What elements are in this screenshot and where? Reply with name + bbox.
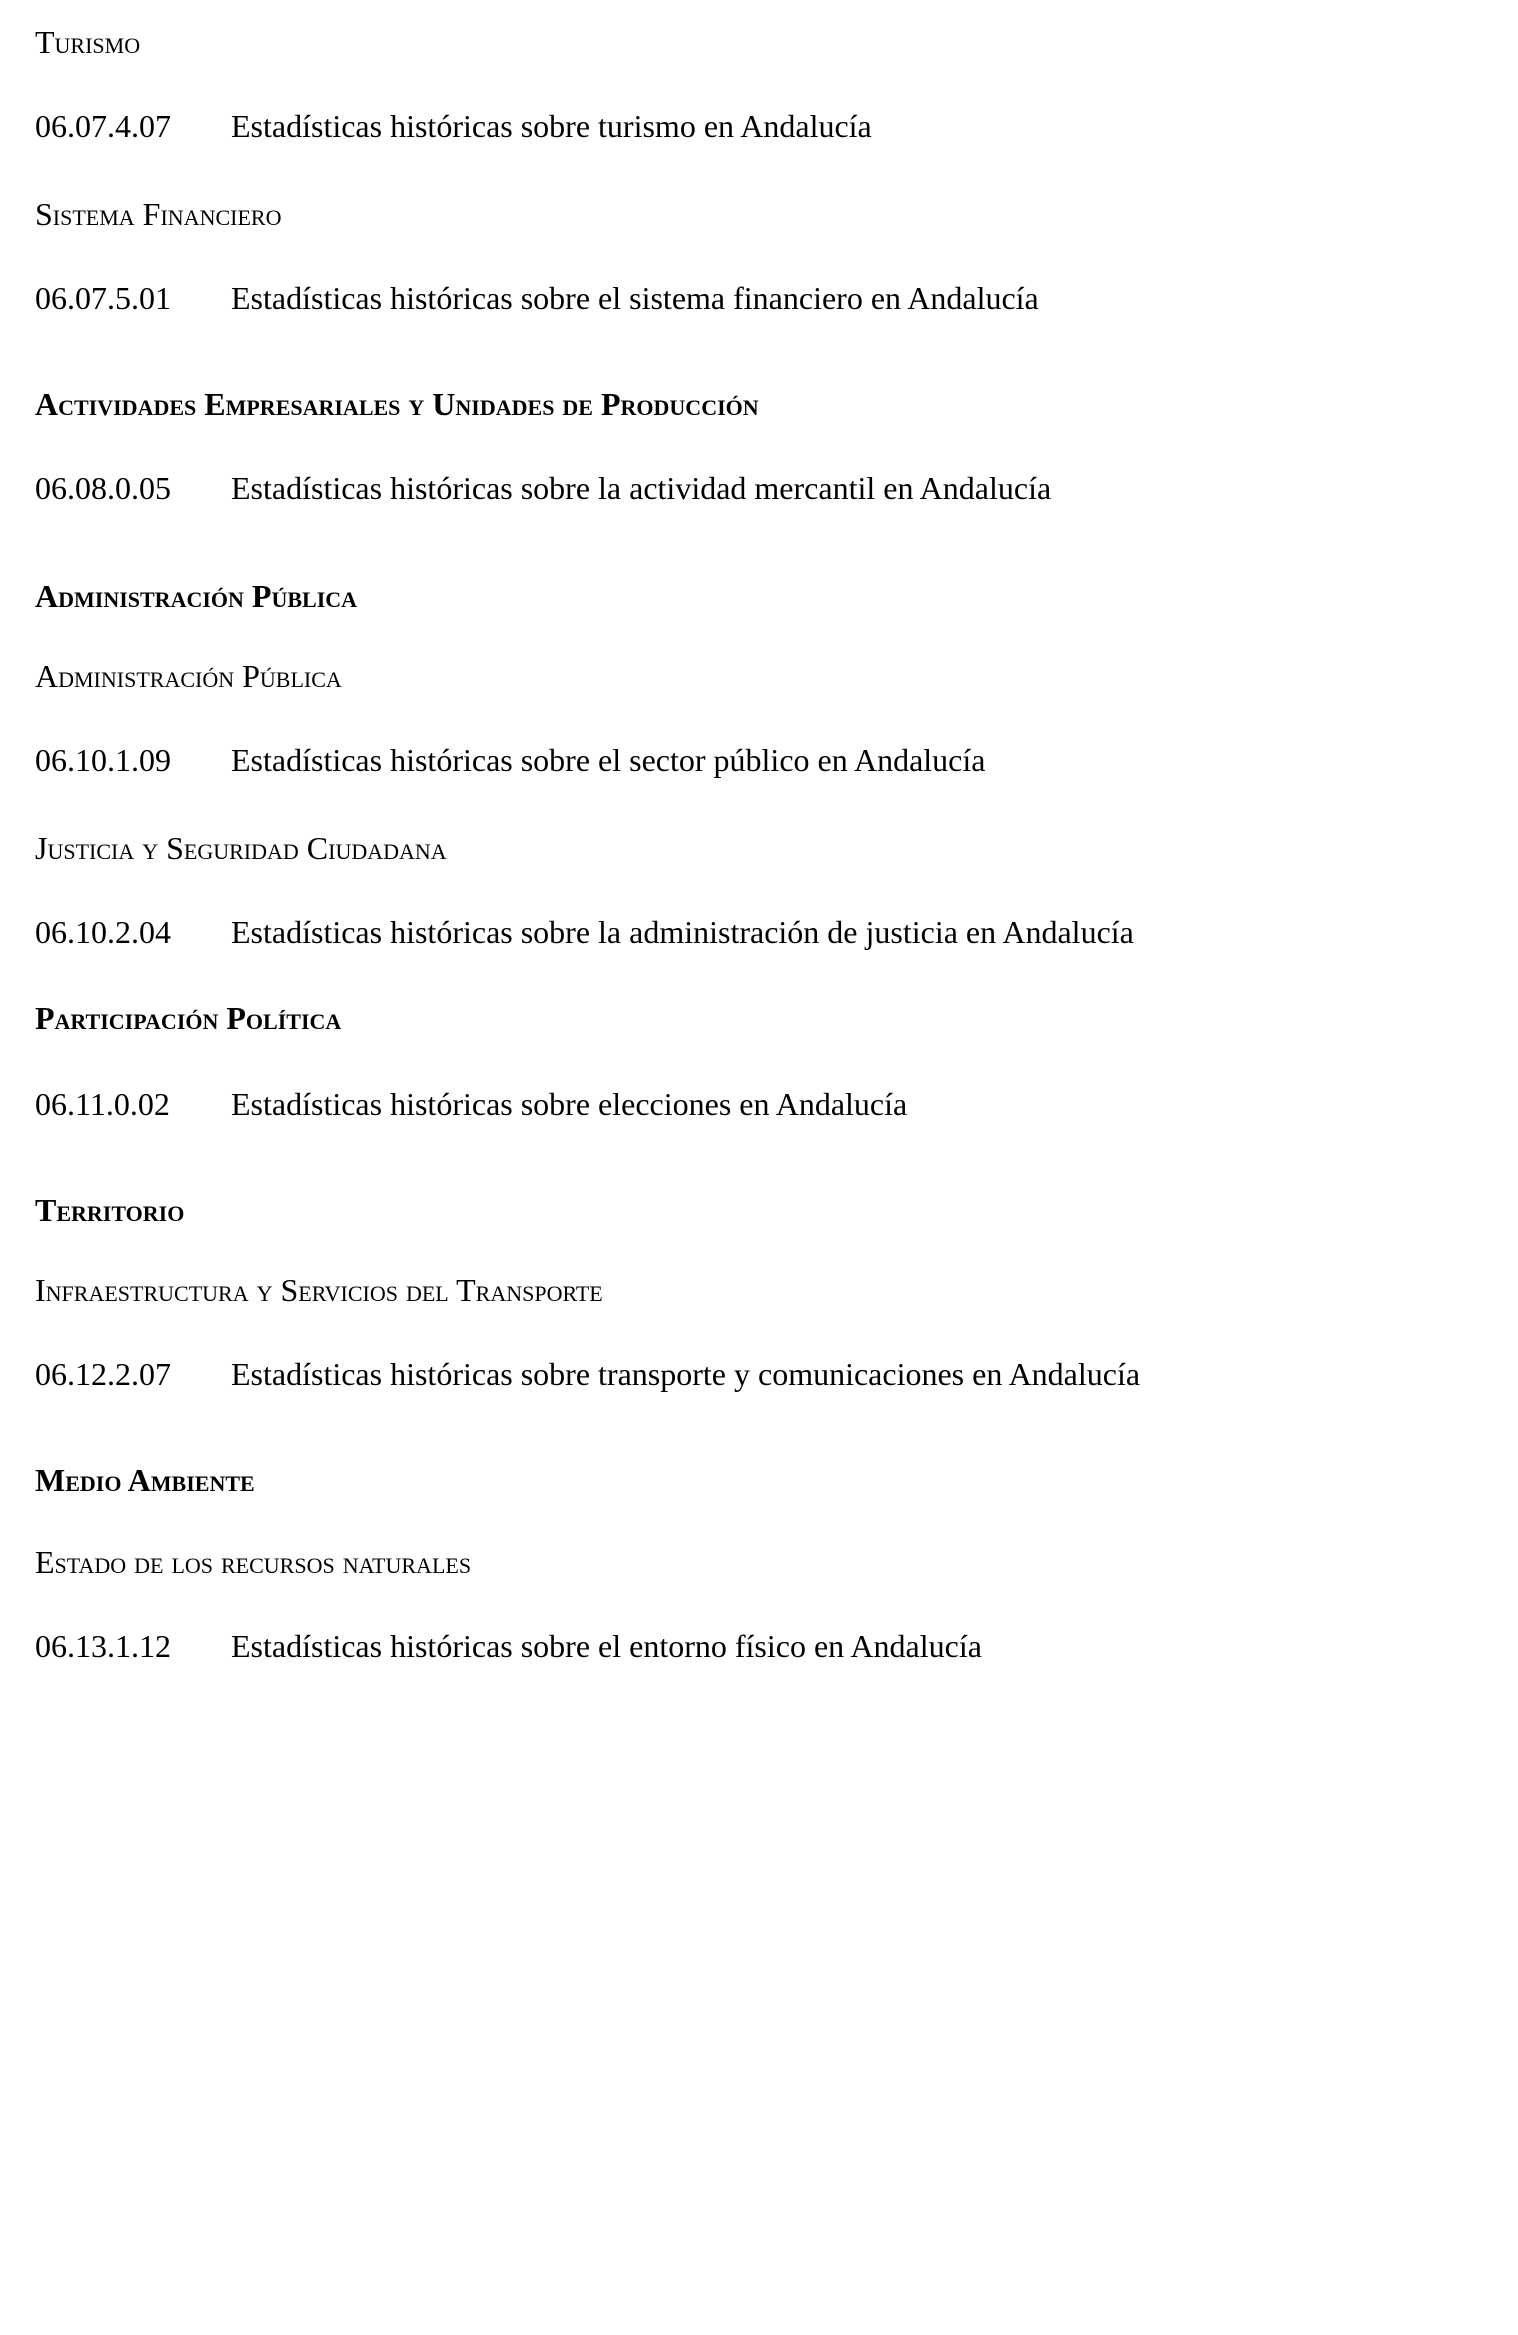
list-item (35, 1628, 982, 1665)
list-item (35, 1086, 907, 1123)
section-heading-territorio: Territorio (35, 1192, 185, 1228)
section-heading-medio-ambiente: Medio Ambiente (35, 1462, 255, 1498)
list-item (35, 742, 985, 779)
entry-title: Estadísticas históricas sobre turismo en Andalucía (231, 108, 872, 144)
entry-code: 06.12.2.07 (35, 1356, 171, 1392)
entry-code: 06.10.2.04 (35, 914, 171, 950)
subsection-heading-turismo: Turismo (35, 24, 141, 60)
section-heading-participacion-politica: Participación Política (35, 1000, 342, 1036)
entry-code: 06.13.1.12 (35, 1628, 171, 1664)
list-item (35, 914, 1134, 951)
entry-code: 06.08.0.05 (35, 470, 171, 506)
entry-title: Estadísticas históricas sobre el sector público en Andalucía (231, 742, 986, 778)
entry-title: Estadísticas históricas sobre la administración de justicia en Andalucía (231, 914, 1134, 950)
section-heading-administracion-publica: Administración Pública (35, 578, 358, 614)
list-item (35, 470, 1051, 507)
subsection-heading-justicia: Justicia y Seguridad Ciudadana (35, 830, 447, 866)
entry-code: 06.07.4.07 (35, 108, 171, 144)
subsection-heading-sistema-financiero: Sistema Financiero (35, 196, 282, 232)
entry-code: 06.10.1.09 (35, 742, 171, 778)
entry-title: Estadísticas históricas sobre el sistema financiero en Andalucía (231, 280, 1039, 316)
subsection-heading-administracion-publica: Administración Pública (35, 658, 342, 694)
subsection-heading-estado-recursos: Estado de los recursos naturales (35, 1544, 472, 1580)
entry-title: Estadísticas históricas sobre transporte y comunicaciones en Andalucía (231, 1356, 1141, 1392)
section-heading-actividades-empresariales: Actividades Empresariales y Unidades de Producción (35, 386, 759, 422)
entry-title: Estadísticas históricas sobre la actividad mercantil en Andalucía (231, 470, 1052, 506)
entry-title: Estadísticas históricas sobre elecciones en Andalucía (231, 1086, 908, 1122)
list-item (35, 108, 872, 145)
entry-code: 06.07.5.01 (35, 280, 171, 316)
list-item (35, 280, 1039, 317)
entry-code: 06.11.0.02 (35, 1086, 170, 1122)
entry-title: Estadísticas históricas sobre el entorno físico en Andalucía (231, 1628, 982, 1664)
subsection-heading-infraestructura: Infraestructura y Servicios del Transporte (35, 1272, 603, 1308)
list-item (35, 1356, 1140, 1393)
